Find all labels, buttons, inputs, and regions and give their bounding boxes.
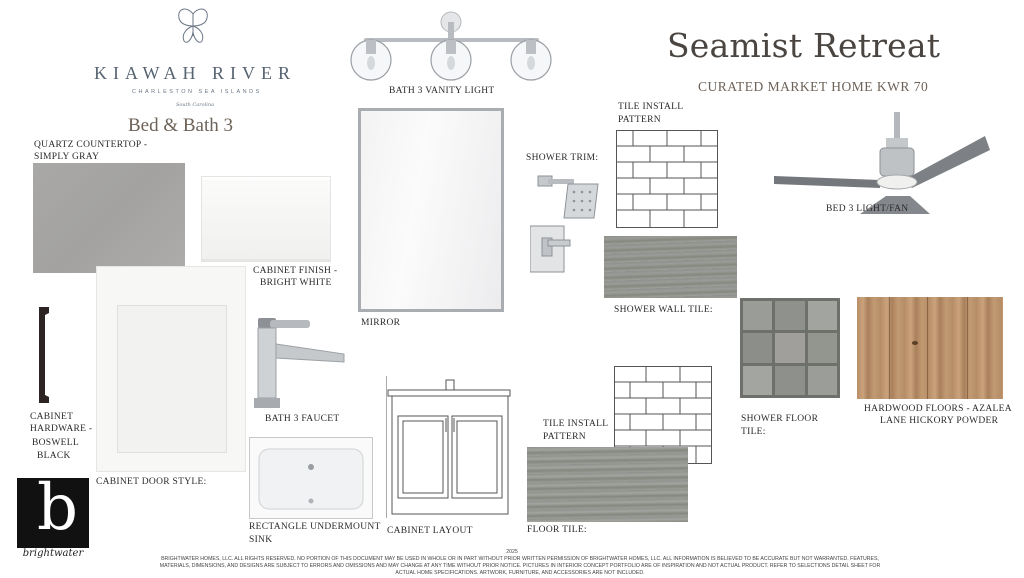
light-fan-label: BED 3 LIGHT/FAN [826, 204, 909, 214]
shower-wall-tile-swatch [604, 236, 737, 298]
logo-word: brightwater [22, 548, 84, 559]
tile-install-bottom-label-2: PATTERN [543, 432, 586, 442]
cabinet-layout-label: CABINET LAYOUT [387, 526, 473, 536]
brand-script: South Carolina [176, 102, 215, 108]
tile-install-top-label-1: TILE INSTALL [618, 102, 684, 112]
quartz-swatch [33, 163, 185, 273]
kiawah-logo [60, 6, 340, 111]
cabinet-hardware-image [33, 305, 55, 405]
page-subtitle: CURATED MARKET HOME KWR 70 [698, 79, 929, 94]
tile-install-top-label-2: PATTERN [618, 115, 661, 125]
cabinet-finish-swatch [201, 176, 331, 262]
hardware-label-2: HARDWARE - [30, 424, 93, 434]
footer-year: 2025 [506, 549, 518, 555]
floor-tile-swatch [527, 447, 688, 522]
hardware-label-1: CABINET [30, 412, 74, 422]
cabinet-finish-label-2: BRIGHT WHITE [260, 278, 332, 288]
hardware-label-3: BOSWELL [32, 438, 79, 448]
hardwood-swatch [857, 297, 1003, 399]
brand-subtitle: CHARLESTON SEA ISLANDS [132, 89, 262, 95]
logo-letter: b [37, 471, 78, 545]
hardwood-label-2: LANE HICKORY POWDER [880, 416, 999, 426]
shower-floor-label-1: SHOWER FLOOR [741, 414, 819, 424]
shower-floor-tile-swatch [740, 298, 840, 398]
quartz-label-2: SIMPLY GRAY [34, 152, 100, 162]
mirror-label: MIRROR [361, 318, 401, 328]
butterfly-icon [175, 6, 211, 46]
sink-label-1: RECTANGLE UNDERMOUNT [249, 522, 381, 532]
cabinet-door-label: CABINET DOOR STYLE: [96, 477, 207, 487]
footer-line-2: MATERIALS, DIMENSIONS, AND DESIGNS ARE SUBJECT TO ERRORS AND OMISSIONS AND MAY CHANGE AT ANY TIME WITHOUT PRIOR NOTICE. PICTURES IN INTERIOR CONCEPT PORTFOLIO ARE OF INSPIRATION AND NOT ACTUAL PRODUCT. REFER TO SELECTIONS DETAIL SHEET FOR [159, 563, 881, 569]
faucet-label: BATH 3 FAUCET [265, 414, 340, 424]
sink-image [249, 437, 373, 519]
shower-trim-image [530, 170, 605, 275]
cabinet-layout-drawing [386, 376, 512, 518]
ceiling-fan-image [770, 108, 990, 216]
brand-name: KIAWAH RIVER [94, 63, 297, 83]
mirror-image [358, 108, 504, 312]
shower-floor-label-2: TILE: [741, 427, 766, 437]
floor-tile-label: FLOOR TILE: [527, 525, 587, 535]
vanity-light-label: BATH 3 VANITY LIGHT [389, 86, 495, 96]
sink-label-2: SINK [249, 535, 273, 545]
vanity-light-image [346, 8, 556, 83]
cabinet-finish-label-1: CABINET FINISH - [253, 266, 338, 276]
hardwood-label-1: HARDWOOD FLOORS - AZALEA [864, 404, 1012, 414]
tile-install-bottom-label-1: TILE INSTALL [543, 419, 609, 429]
hardware-label-4: BLACK [37, 451, 71, 461]
footer-line-1: BRIGHTWATER HOMES, LLC. ALL RIGHTS RESERVED. NO PORTION OF THIS DOCUMENT MAY BE USED IN WHOLE OR IN PART WITHOUT PRIOR WRITTEN PERMISSION OF BRIGHTWATER HOMES, LLC. ALL INFORMATION IS BELIEVED TO BE ACCURATE BUT NOT WARRANTED. FEATURES, [161, 556, 879, 562]
cabinet-door-image [96, 266, 246, 472]
page-title: Seamist Retreat [667, 26, 941, 65]
quartz-label-1: QUARTZ COUNTERTOP - [34, 140, 148, 150]
tile-pattern-top [616, 130, 718, 228]
room-title: Bed & Bath 3 [128, 115, 234, 136]
shower-trim-label: SHOWER TRIM: [526, 153, 599, 163]
shower-wall-tile-label: SHOWER WALL TILE: [614, 305, 713, 315]
faucet-image [252, 314, 350, 410]
footer-line-3: ACTUAL HOME SPECIFICATIONS. ARTWORK, FURNITURE, AND ACCESSORIES ARE NOT INCLUDED. [395, 570, 645, 576]
